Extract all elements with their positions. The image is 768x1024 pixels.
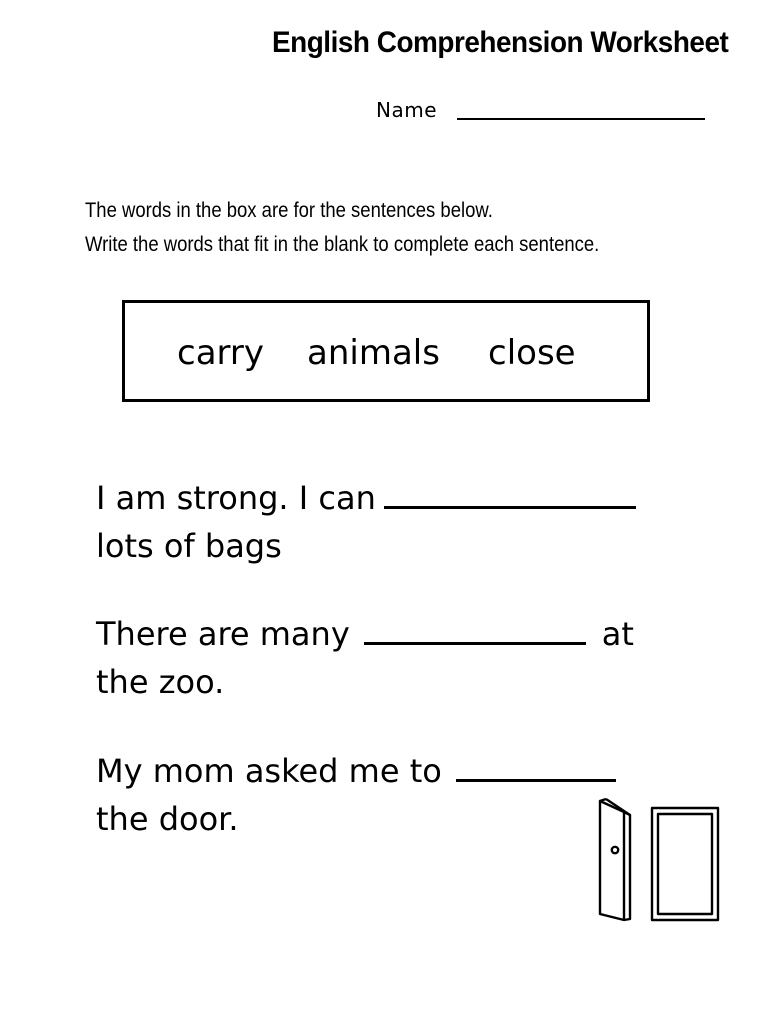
sentence-1-blank[interactable] <box>384 506 636 509</box>
sentence-2 <box>96 610 634 706</box>
word-box <box>122 300 650 402</box>
sentence-3-line-2: the door. <box>96 800 239 838</box>
sentence-1 <box>96 474 644 570</box>
word-animals: animals <box>307 333 440 373</box>
name-label: Name <box>376 98 438 122</box>
sentence-1-line-2: lots of bags <box>96 527 282 565</box>
instruction-line-2: Write the words that fit in the blank to complete each sentence. <box>85 233 600 256</box>
word-carry: carry <box>177 333 265 373</box>
sentence-2-text: There are many <box>96 615 350 653</box>
name-blank-line[interactable] <box>457 118 705 120</box>
word-close: close <box>488 333 576 373</box>
instruction-line-1: The words in the box are for the sentences below. <box>85 199 493 222</box>
name-row <box>376 98 705 122</box>
sentence-2-line-2: the zoo. <box>96 663 225 701</box>
instructions <box>85 194 666 262</box>
sentence-3-text: My mom asked me to <box>96 752 442 790</box>
sentence-3-blank[interactable] <box>456 779 616 782</box>
worksheet-title: English Comprehension Worksheet <box>272 26 729 59</box>
sentence-2-after: at <box>601 615 634 653</box>
door-icon <box>594 798 722 922</box>
sentence-3 <box>96 747 624 843</box>
sentence-2-blank[interactable] <box>364 642 586 645</box>
sentence-1-text: I am strong. I can <box>96 479 376 517</box>
